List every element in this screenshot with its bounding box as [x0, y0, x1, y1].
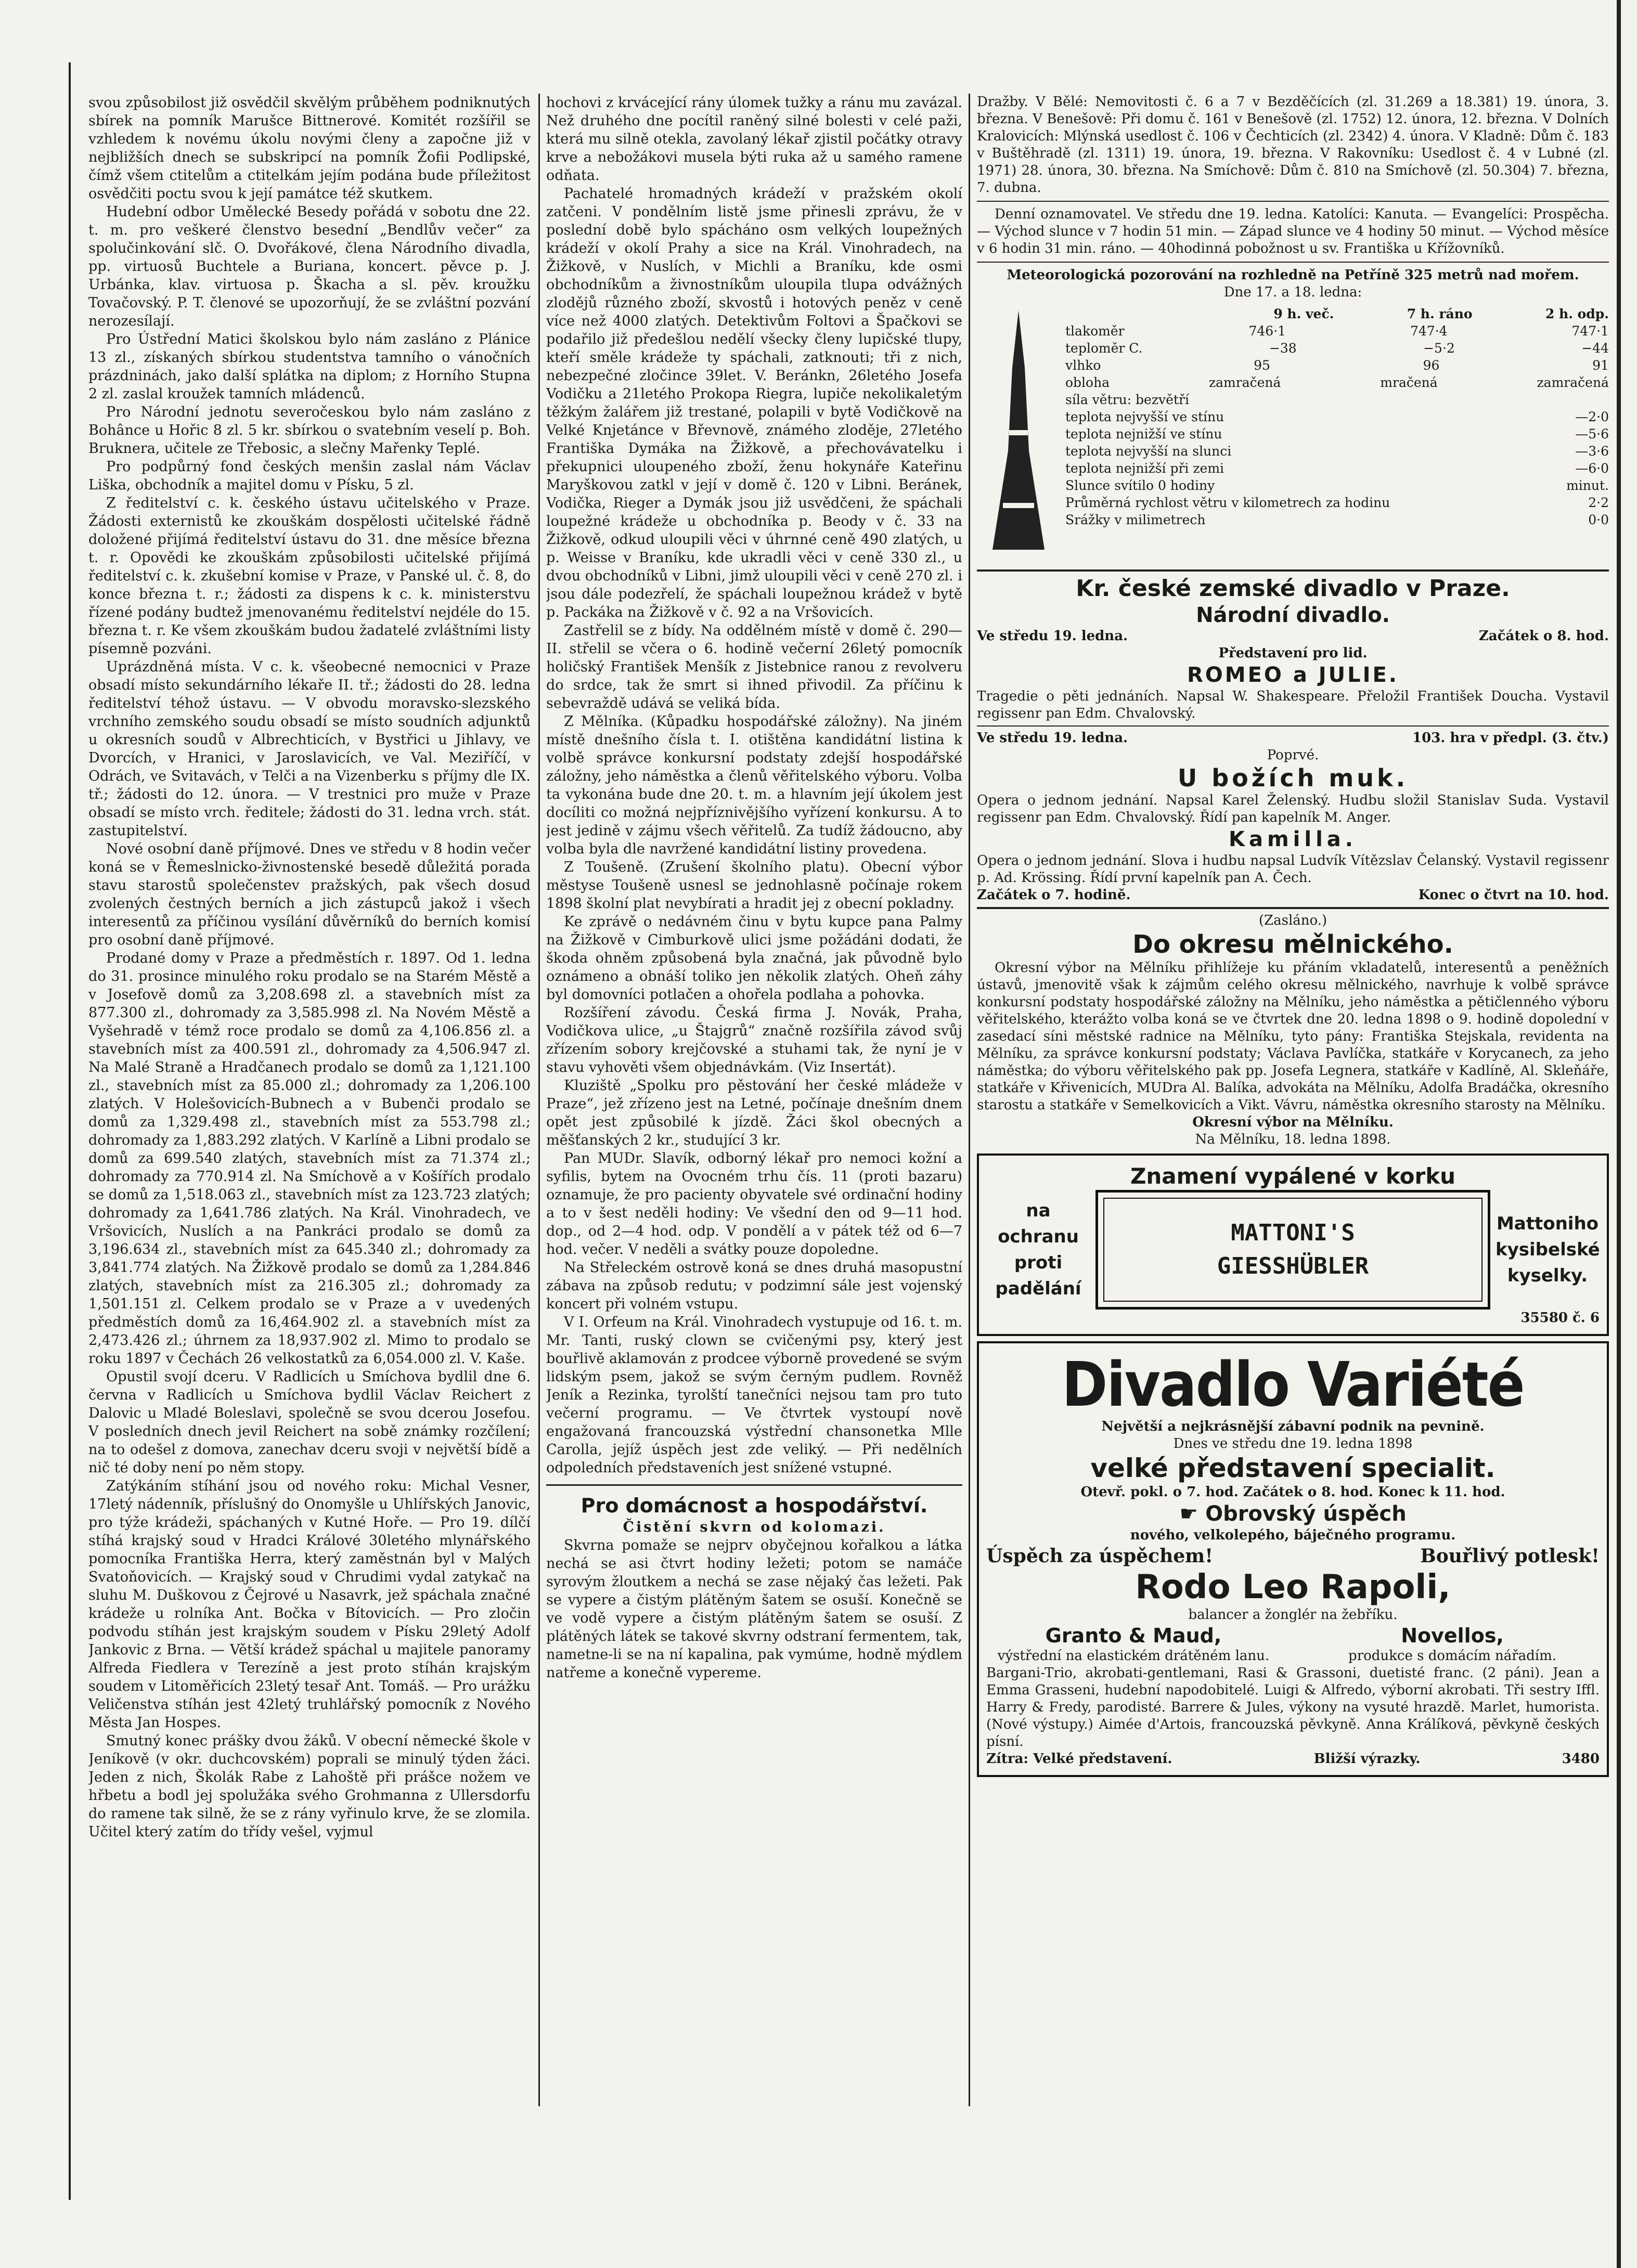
mattoni-body	[986, 1190, 1600, 1310]
column-rule-2	[969, 94, 970, 2106]
variete-star: Rodo Leo Rapoli,	[1135, 1568, 1451, 1606]
act-name: Novellos,	[1401, 1624, 1504, 1647]
weather-row	[1065, 494, 1609, 511]
weather-row	[1065, 340, 1609, 357]
variete-times: Otevř. pokl. o 7. hod. Začátek o 8. hod. Konec k 11. hod.	[1080, 1484, 1505, 1500]
act-desc: výstřední na elastickém drátěném lanu.	[997, 1648, 1270, 1664]
article-paragraph: Skvrna pomaže se nejprv obyčejnou kořalkou a látka nechá se asi čtvrt hodiny ležeti; potom se namáče syrovým žloutkem a nechá se zase nějaký čas ležeti. Pak se vypere a čistým plátěným šatem se osuší. Konečně se ve vodě vypere a čistým plátěným šatem se osuší. Z plátěných látek se takové skvrny odstraní fermentem, tak, nametne-li se na ní kapalina, pak vymúme, hodně mýdlem natřeme a konečně vypereme.	[546, 1537, 962, 1681]
weather-value: zamračená	[1208, 375, 1281, 390]
weather-table	[1065, 305, 1609, 565]
variete-headline: velké představení specialit.	[1090, 1453, 1496, 1483]
article-paragraph: Rozšíření závodu. Česká firma J. Novák, Praha, Vodičkova ulice, „u Štajgrů“ značně rozšířila závod svůj zřízením sobory krejčovské a stuhami tak, že nyní je v stavu vyhověti všem objednávkám. (Viz Insertát).	[546, 1005, 962, 1075]
weather-value: 747·1	[1571, 323, 1609, 339]
weather-row	[1065, 443, 1609, 460]
weather-value: —5·6	[1575, 426, 1609, 442]
weather-value: —6·0	[1575, 461, 1609, 476]
article-paragraph: Hudební odbor Umělecké Besedy pořádá v sobotu dne 22. t. m. pro veškeré členstvo besední „Bendlův večer“ za spolučinkování slč. O. Dvořákové, člena Národního divadla, pp. virtuosů Buchtele a Buriana, koncert. pěvce p. J. Urbánka, klav. virtuosa p. Škacha a sl. pěv. kroužku Tovačovský. P. T. členové se upozorňují, že se zvláštní pozvání nerozesílají.	[88, 204, 531, 329]
mattoni-right	[1496, 1211, 1600, 1289]
article-paragraph: hochovi z krvácející rány úlomek tužky a ránu mu zavázal. Než druhého dne pocítil raněný silné bolesti v celé paži, která mu silně otekla, zavolaný lékař zjistil počátky otravy krve a nebožákovi musela býti ruka až u samého ramene odňata.	[546, 95, 962, 184]
show-3-times	[977, 887, 1609, 904]
column-rule-1	[538, 94, 540, 2106]
mattoni-left-line: proti	[1014, 1252, 1063, 1273]
weather-value: −38	[1269, 341, 1297, 356]
weather-value: minut.	[1566, 478, 1609, 493]
variete-acts-list: Bargani-Trio, akrobati-gentlemani, Rasi & Grassoni, duetisté franc. (2 páni). Jean a Emma Grasseni, hudební napodobitelé. Luigi & Alfredo, výborní akrobati. Tři sestry Iffl. Harry & Fredy, parodisté. Barrere & Jules, výkony na vysuté hrazdě. Marlet, humorista. (Nové výstupy.) Aimée d'Artois, francouzská pěvkyně. Anna Králíková, pěvkyně českých písní.	[986, 1665, 1600, 1749]
article-paragraph: V I. Orfeum na Král. Vinohradech vystupuje od 16. t. m. Mr. Tanti, ruský clown se cvičenými psy, který jest bouřlivě aklamován z prodcee výborně provedené se svým lidským psem, jakož se svým černým pudlem. Rovněž Jeník a Rezinka, tyrolští tanečníci nejsou tam pro tuto večerní programu. — Ve čtvrtek vystoupí nově engažovaná francouzská výstřední chansonetka Mlle Carolla, jejíž úspěch jest zde veliký. — Při nedělních odpoledních představeních jest snížené vstupné.	[546, 1314, 962, 1476]
weather-value: mračená	[1380, 375, 1438, 390]
act-name: Granto & Maud,	[1045, 1624, 1222, 1647]
weather-row	[1065, 477, 1609, 494]
melnik-heading: Do okresu mělnického.	[1132, 930, 1453, 959]
weather-title: Meteorologická pozorování na rozhledně na Petříně 325 metrů nad mořem.	[1007, 267, 1579, 283]
show-title: Kamilla.	[1229, 827, 1357, 851]
weather-label: teplota nejvyšší ve stínu	[1065, 409, 1224, 424]
weather-value: 2·2	[1588, 495, 1609, 510]
article-paragraph: Pro Ústřední Matici školskou bylo nám zasláno z Plánice 13 zl., získaných sbírkou studentstva tamního o vánočních prázdninách, jako další splátka na diplom; z Horního Stupna 2 zl. zaslal kroužek tamních mládenců.	[88, 331, 531, 402]
seal-line: MATTONI'S	[1231, 1220, 1355, 1246]
mattoni-advert	[977, 1154, 1609, 1336]
weather-row	[1065, 460, 1609, 477]
weather-date: Dne 17. a 18. ledna:	[1223, 284, 1362, 300]
weather-label: obloha	[1065, 375, 1110, 390]
melnik-date: Na Mělníku, 18. ledna 1898.	[1195, 1132, 1391, 1147]
weather-value: 747·4	[1410, 323, 1448, 339]
mattoni-left-line: na ochranu	[998, 1200, 1079, 1247]
article-paragraph: Z Mělníka. (Kůpadku hospodářské záložny). Na jiném místě dnešního čísla t. I. otištěna kandidátní listina k volbě správce konkursní podstaty zdejší hospodářské záložny, jeho náměstka a členů věřitelského výboru. Volba ta vykonána bude dne 20. t. m. a hlavním její úkolem jest docíliti co možná nejpříznivějšího vyřízení konkursu. A to jest jedině v zájmu všech věřitelů. Za tudíž žádoucno, aby volba byla dle navržené kandidátní listiny provedena.	[546, 714, 962, 857]
article-paragraph: Nové osobní daně příjmové. Dnes ve středu v 8 hodin večer koná se v Řemeslnicko-živnostenské besedě důležitá porada stavu starostů společenstev pražských, pak všech dosud zvolených čestných berních a jich zástupců jakož i všech interesentů za příčinou vysílání důvěrníků do berních komisí pro osobní daně příjmové.	[88, 841, 531, 948]
variete-footer-text: Zítra: Velké představení.	[986, 1751, 1172, 1767]
article-paragraph: Zatýkáním stíhání jsou od nového roku: Michal Vesner, 17letý nádenník, příslušný do Onomyšle u Uhlířských Janovic, pro týže krádeži, spáchaných v Kutné Hoře. — Pro 19. dílčí stíhá krajský soud v Hradci Králové 30letého mlynářského pomocníka Františka Herra, který zaměstnán byl v Malých Svatoňovicích. — Krajský soud v Chrudimi vydal zatykač na sluhu M. Duškovou z Čejrové u Nasavrk, jež spáchala značné krádeže u rolníka Ant. Bočka v Bítovicích. — Pro zločin podvodu stíhán jest krajským soudem v Písku 29letý Adolf Jankovic z Brna. — Větší krádež spáchal u majitele panoramy Alfreda Fiedlera v Terezíně a jest proto stíhán krajským soudem v Litoměřicích 23letý tesař Ant. Tomáš. — Pro urážku Veličenstva stíhán jest 42letý truhlářský pomocník z Nového Města Jan Hospes.	[88, 1478, 531, 1731]
section-divider	[977, 569, 1609, 572]
mattoni-heading: Znamení vypálené v korku	[1130, 1163, 1456, 1189]
weather-row	[1065, 357, 1609, 374]
section-divider	[977, 201, 1609, 202]
weather-row	[1065, 425, 1609, 443]
variete-success-left: Úspěch za úspěchem!	[986, 1545, 1214, 1567]
petrin-tower-icon	[977, 305, 1060, 565]
variete-hit	[986, 1501, 1600, 1527]
weather-value: 0·0	[1588, 512, 1609, 527]
variete-star-sub: balancer a žonglér na žebříku.	[1188, 1607, 1398, 1623]
melnik-signature: Okresní výbor na Mělníku.	[1192, 1114, 1394, 1130]
column-1	[88, 94, 531, 2101]
weather-value: −5·2	[1423, 341, 1455, 356]
article-paragraph: Z Toušeně. (Zrušení školního platu). Obecní výbor městyse Toušeně usnesl se jednohlasně počínaje rokem 1898 školní plat nevybírati a hradit jej z obecní pokladny.	[546, 859, 962, 912]
article-paragraph: Zastřelil se z bídy. Na oddělném místě v domě č. 290—II. střelil se včera o 6. hodině večerní 26letý pomocník holičský František Menšík z Jistebnice ranou z revolveru do srdce, tak že smrt si ihned přivodil. Za příčinu k sebevraždě udává se veliká bída.	[546, 623, 962, 711]
weather-wind	[1065, 391, 1609, 408]
weather-row	[1065, 511, 1609, 528]
zaslano-label: (Zasláno.)	[1258, 913, 1327, 928]
show-description: Opera o jednom jednání. Napsal Karel Želenský. Hudbu složil Stanislav Suda. Vystavil regissenr pan Edm. Chvalovský. Řídí pan kapelník M. Anger.	[977, 793, 1609, 825]
weather-label: vlhko	[1065, 358, 1101, 373]
weather-report	[977, 305, 1609, 565]
variete-footer-text: Bližší výrazky.	[1313, 1751, 1421, 1767]
auctions-notice: Dražby. V Bělé: Nemovitosti č. 6 a 7 v Bezděčících (zl. 31.269 a 18.381) 19. února, 3. března. V Benešově: Při domu č. 161 v Benešově (zl. 1752) 12. února, 12. března. V Dolních Kralovicích: Mlýnská usedlost č. 106 v Čechticích (zl. 2342) 4. února. V Kladně: Dům č. 183 v Buštěhradě (zl. 1311) 19. února, 19. března. V Rakovníku: Usedlost č. 4 v Lubné (zl. 1971) 28. února, 30. března. Na Smíchově: Dům č. 810 na Smíchově (zl. 50.304) 7. března, 7. dubna.	[977, 94, 1609, 196]
mattoni-left-line: padělání	[995, 1278, 1081, 1299]
act-desc: produkce s domácím nářadím.	[1348, 1648, 1557, 1664]
article-paragraph: Pro podpůrný fond českých menšin zaslal nám Václav Liška, obchodník a majitel domu v Písku, 5 zl.	[88, 459, 531, 493]
article-paragraph: Smutný konec prášky dvou žáků. V obecní německé škole v Jeníkově (v okr. duchcovském) poprali se minulý týden žáci. Jeden z nich, Školák Rabe z Lahoště při prášce nožem ve hřbetu a bodl jej spolužáka svého Grohmanna z Ullersdorfu do ramene tak silně, že se z rány vyřinulo krve, že se zlomila. Učitel který zatím do třídy vešel, vyjmul	[88, 1733, 531, 1840]
show-start: Začátek o 7. hodině.	[977, 887, 1131, 903]
household-heading: Pro domácnost a hospodářství.	[581, 1494, 928, 1517]
weather-value: 96	[1423, 358, 1440, 373]
variete-code: 3480	[1562, 1751, 1600, 1767]
weather-value: 91	[1592, 358, 1609, 373]
article-paragraph: Na Střeleckém ostrově koná se dnes druhá masopustní zábava na způsob redutu; v podzimní sále jest vojenský koncert při volném vstupu.	[546, 1260, 962, 1312]
show-date: Ve středu 19. ledna.	[977, 628, 1128, 644]
variete-footer	[986, 1751, 1600, 1768]
daily-calendar: Denní oznamovatel. Ve středu dne 19. ledna. Katolíci: Kanuta. — Evangelíci: Prospěcha. — Východ slunce v 7 hodin 51 min. — Západ slunce ve 4 hodiny 50 minut. — Východ měsíce v 6 hodin 31 min. ráno. — 40hodinná pobožnost u sv. Františka u Křížovníků.	[977, 206, 1609, 256]
weather-label: Průměrná rychlost větru v kilometrech za hodinu	[1065, 495, 1390, 510]
variete-act	[986, 1624, 1281, 1665]
weather-col-head: 9 h. več.	[1273, 306, 1334, 321]
show-title: ROMEO a JULIE.	[1187, 663, 1399, 687]
household-subheading: Čistění skvrn od kolomazi.	[623, 1519, 886, 1535]
show-note: Představení pro lid.	[1218, 645, 1368, 661]
variete-advert	[977, 1341, 1609, 1777]
show-description: Tragedie o pěti jednáních. Napsal W. Shakespeare. Přeložil František Doucha. Vystavil regissenr pan Edm. Chvalovský.	[977, 689, 1609, 721]
weather-col-head: 7 h. ráno	[1407, 306, 1473, 321]
article-paragraph: Kluziště „Spolku pro pěstování her české mládeže v Praze“, jež zřízeno jest na Letné, počínaje dnešním dnem opět jest způsobilé k jízdě. Žáci škol obecných a měšťanských 2 kr., studující 3 kr.	[546, 1078, 962, 1148]
article-paragraph: Ke zprávě o nedávném činu v bytu kupce pana Palmy na Žižkově v Cimburkově ulici jsme požádáni dodati, že škoda ohněm způsobená byla značná, jak původně bylo oznámeno a obnáší toliko jen několik zlatých. Oheň záhy byl domovníci potlačen a ohořela podlaha a pohovka.	[546, 914, 962, 1003]
weather-label: teplota nejnižší ve stínu	[1065, 426, 1222, 442]
article-paragraph: svou způsobilost již osvědčil skvělým průběhem podniknutých sbírek na pomník Marušce Bittnerové. Komitét rozšířil se vzhledem k novému úkolu novými členy a započne již v nejbližších dnech se subskripcí na pomník Žofii Podlipské, čímž všem ctitelům a ctitelkám jejím podána bude příležitost osvědčiti poctu svou k její památce též skutkem.	[88, 95, 531, 202]
weather-label: teplota nejvyšší na slunci	[1065, 444, 1232, 459]
article-paragraph: Pro Národní jednotu severočeskou bylo nám zasláno z Bohânce u Hořic 8 zl. 5 kr. sbírkou o svatebním veselí p. Boh. Bruknera, učitele ze Třebosic, a slečny Mařenky Teplé.	[88, 404, 531, 457]
weather-label: tlakoměr	[1065, 323, 1125, 339]
show-description: Opera o jednom jednání. Slova i hudbu napsal Ludvík Vítězslav Čelanský. Vystavil regissenr p. Ad. Krössing. Řídí první kapelník pan A. Čech.	[977, 853, 1609, 886]
weather-row	[1065, 322, 1609, 340]
show-2-header	[977, 730, 1609, 747]
pointing-hand-icon: ☛	[1179, 1502, 1206, 1526]
weather-label: teploměr C.	[1065, 341, 1143, 356]
show-1-header	[977, 628, 1609, 645]
show-title: U božích muk.	[1177, 764, 1409, 792]
show-date: Ve středu 19. ledna.	[977, 730, 1128, 746]
variete-hit-sub: nového, velkolepého, báječného programu.	[1130, 1527, 1456, 1543]
section-divider	[546, 1484, 962, 1486]
variete-acts	[986, 1624, 1600, 1665]
weather-label: síla větru: bezvětří	[1065, 392, 1189, 407]
weather-label: Srážky v milimetrech	[1065, 512, 1206, 527]
variete-title: Divadlo Variété	[1062, 1349, 1524, 1420]
weather-value: −44	[1581, 341, 1609, 356]
weather-value: —3·6	[1575, 444, 1609, 459]
article-paragraph: Z ředitelství c. k. českého ústavu učitelského v Praze. Žádosti externistů ke zkouškám dospělosti učitelské řádně doložené přijímá ředitelství ústavu do 31. dne měsíce března t. r. Opovědi ke zkouškám způsobilosti učitelské přijímá ředitelství c. k. zkušební komise v Praze, v Panské ul. č. 8, do konce března t. r.; žádosti za dispens k c. k. ministerstvu řízené podány budtež jmenovanému ředitelství nejdéle do 15. března t. r. Ke všem zkouškám budou žadatelé zvláštními listy písemně pozváni.	[88, 495, 531, 657]
variete-hit-text: Obrovský úspěch	[1205, 1502, 1407, 1526]
show-note: 103. hra v předpl. (3. čtv.)	[1412, 730, 1609, 746]
mattoni-right-line: Mattoniho	[1496, 1213, 1599, 1234]
melnik-notice: Okresní výbor na Mělníku přihlížeje ku přáním vkladatelů, interesentů a peněžních ústavů, jmenovitě však k zájmům celého okresu mělnického, navrhuje k volbě správce konkursní podstaty hospodářské záložny na Mělníku, jeho náměstka a pětičlenného výboru věřitelského, kterážto volba koná se ve čtvrtek dne 20. ledna 1898 o 9. hodině dopolední v zasedací síni městské radnice na Mělníku, tyto pány: Františka Stejskala, revidenta na Mělníku, za správce konkursní podstaty; Václava Pavlíčka, statkáře v Korycanech, za jeho náměstka; do výboru věřitelského pak pp. Josefa Legnera, statkáře v Kadlíně, Al. Skleňáře, statkáře v Křivenicích, MUDra Al. Balíka, advokáta na Mělníku, Adolfa Bradáčka, okresního starostu a statkáře v Semelkovicích a Vikt. Vávru, náměstka okresního starosty na Mělníku.	[977, 960, 1609, 1113]
show-premiere: Poprvé.	[1267, 747, 1319, 763]
right-border	[1617, 0, 1621, 2268]
weather-value: —2·0	[1575, 409, 1609, 424]
variete-date: Dnes ve středu dne 19. ledna 1898	[1173, 1436, 1413, 1451]
left-border	[69, 62, 71, 2200]
mattoni-cork-seal	[1095, 1190, 1490, 1310]
weather-head	[1065, 305, 1609, 322]
variete-success-right: Bouřlivý potlesk!	[1420, 1545, 1600, 1567]
weather-col-head: 2 h. odp.	[1545, 306, 1609, 321]
weather-value: 746·1	[1248, 323, 1286, 339]
weather-label: Slunce svítilo 0 hodiny	[1065, 478, 1215, 493]
weather-label: teplota nejnižší při zemi	[1065, 461, 1224, 476]
article-paragraph: Prodané domy v Praze a předměstích r. 1897. Od 1. ledna do 31. prosince minulého roku prodalo se na Starém Městě a v Josefově domů za 3,208.698 zl. a stavebních míst za 877.300 zl., dohromady za 3,585.998 zl. Na Novém Městě a Vyšehradě v témž roce prodalo se domů za 4,106.856 zl. a stavebních míst za 400.591 zl., dohromady za 4,506.947 zl. Na Malé Straně a Hradčanech prodalo se domů za 1,121.100 zl., stavebních míst za 85.000 zl.; dohromady za 1,206.100 zlatých. V Holešovicích-Bubnech a v Bubenči prodalo se domů za 1,329.498 zl., stavebních míst za 553.798 zl.; dohromady za 1,883.292 zlatých. V Karlíně a Libni prodalo se domů za 699.540 zlatých, stavebních míst za 71.374 zl.; dohromady za 770.914 zl. Na Smíchově a v Košířích prodalo se domů za 1,518.063 zl., stavebních míst za 123.723 zlatých; dohromady za 1,641.786 zlatých. Na Král. Vinohradech, ve Vršovicích, Nuslích a na Pankráci prodalo se domů za 3,196.634 zl., stavebních míst za 645.340 zl.; dohromady za 3,841.774 zlatých. Na Žižkově prodalo se domů za 1,284.846 zlatých, stavebních míst za 216.305 zl.; dohromady za 1,501.151 zl. Celkem prodalo se v Praze a v uvedených předměstích domů za 16,464.902 zl. a stavebních míst za 2,473.426 zl.; úhrnem za 18,937.902 zl. Mimo to prodalo se roku 1897 v Čechách 26 velkostatků za 6,054.000 zl. V. Kaše.	[88, 950, 531, 1367]
section-divider	[977, 907, 1609, 909]
weather-row	[1065, 408, 1609, 425]
show-start: Začátek o 8. hod.	[1478, 628, 1609, 644]
tower-icon	[977, 305, 1060, 565]
variete-success	[986, 1544, 1600, 1568]
mattoni-left	[986, 1198, 1090, 1302]
theatre-heading: Kr. české zemské divadlo v Praze.	[1076, 575, 1510, 602]
show-end: Konec o čtvrt na 10. hod.	[1418, 887, 1609, 903]
section-divider	[977, 262, 1609, 263]
variete-act	[1305, 1624, 1600, 1665]
column-3	[977, 94, 1609, 2101]
weather-value: zamračená	[1537, 375, 1609, 390]
article-paragraph: Uprázdněná místa. V c. k. všeobecné nemocnici v Praze obsadí místo sekundárního lékaře II. tř.; žádosti do 28. ledna ředitelství téhož ústavu. — V obvodu moravsko-slezského vrchního zemského soudu obsadí se místo soudních adjunktů u okresních soudů v Albrechticích, v Bystřici u Jihlavy, ve Dvorcích, v Hranici, v Jaroslavicích, ve Val. Meziříčí, v Odrách, ve Svitavách, v Telči a na Vizenberku s příjmy dle IX. tř.; žádosti do 12. února. — V trestnici pro muže v Praze obsadí se místo vrch. ředitele; žádosti do 31. ledna vrch. stát. zastupitelství.	[88, 659, 531, 839]
variete-subtitle: Největší a nejkrásnější zábavní podnik na pevnině.	[1101, 1419, 1485, 1434]
mattoni-code: 35580 č. 6	[1520, 1310, 1600, 1326]
theatre-subheading: Národní divadlo.	[1196, 603, 1390, 627]
article-paragraph: Pan MUDr. Slavík, odborný lékař pro nemoci kožní a syfilis, bytem na Ovocném trhu čís. 11 (proti bazaru) oznamuje, že pro pacienty obyvatele své ordinační hodiny a to v šest neděli hodiny: Ve všední den od 9—11 hod. dop., od 2—4 hod. odp. V pondělí a v pátek též od 6—7 hod. večer. V neděli a svátky pouze dopoledne.	[546, 1150, 962, 1258]
seal-line: GIESSHÜBLER	[1217, 1253, 1369, 1279]
mattoni-right-line: kysibelské	[1496, 1239, 1600, 1260]
article-paragraph: Opustil svojí dceru. V Radlicích u Smíchova bydlil dne 6. června v Radlicích u Smíchova bydlil Václav Reichert z Dalovic u Mladé Boleslavi, společně se svou dcerou Josefou. V posledních dnech jevil Reichert na sobě známky rozčílení; na to odešel z domova, zanechav dceru svoji v největší bídě a nič té doby není po něm stopy.	[88, 1369, 531, 1476]
section-divider	[977, 725, 1609, 727]
column-2	[546, 94, 962, 2101]
weather-row	[1065, 374, 1609, 391]
mattoni-right-line: kyselky.	[1507, 1265, 1588, 1286]
article-paragraph: Pachatelé hromadných krádeží v pražském okolí zatčeni. V pondělním listě jsme přinesli zprávu, že v poslední době bylo spácháno osm velkých loupežných krádeží v okolí Prahy a sice na Král. Vinohradech, na Žižkově, v Nuslích, v Michli a Braníku, kde osmi obchodníkům a živnostníkům uloupila tlupa odvážných zlodějů různého zboží, skvostů i hotových peněz v ceně více než 4000 zlatých. Detektivům Foltovi a Špačkovi se podařilo již předešlou nedělí všecky členy lupičské tlupy, kteří směle krádeže ty spáchali, zatknouti; tři z nich, nebezpečné zločince 39let. V. Beránkn, 26letého Josefa Vodičku a 21letého Prokopa Riegra, lupiče nekolikaletým těžkým žalářem již trestané, polapili v bytě Vodičkově na Velké Knjetánce v Břevnově, známého zloděje, 27letého Františka Dymáka na Žižkově, a přechovávatelku i překupnici uloupeného zboží, ženu hokynáře Kateřinu Maryškovou zatkl v její v domě č. 120 v Libni. Beránek, Vodička, Rieger a Dymák jsou již usvědčeni, že spáchali loupežné krádeže u obchodníka p. Beody v č. 33 na Žižkově, odkud uloupili věci v úhrnné ceně 490 zlatých, u p. Weisse v Braníku, kde ukradli věci v ceně 330 zl., u dvou obchodníků v Libni, jimž uloupili věci v ceně 270 zl. i jsou dále podezřelí, že spáchali loupežnou krádež v bytě p. Packáka na Žižkově v č. 92 a na Vršovicích.	[546, 186, 962, 620]
weather-value: 95	[1254, 358, 1270, 373]
